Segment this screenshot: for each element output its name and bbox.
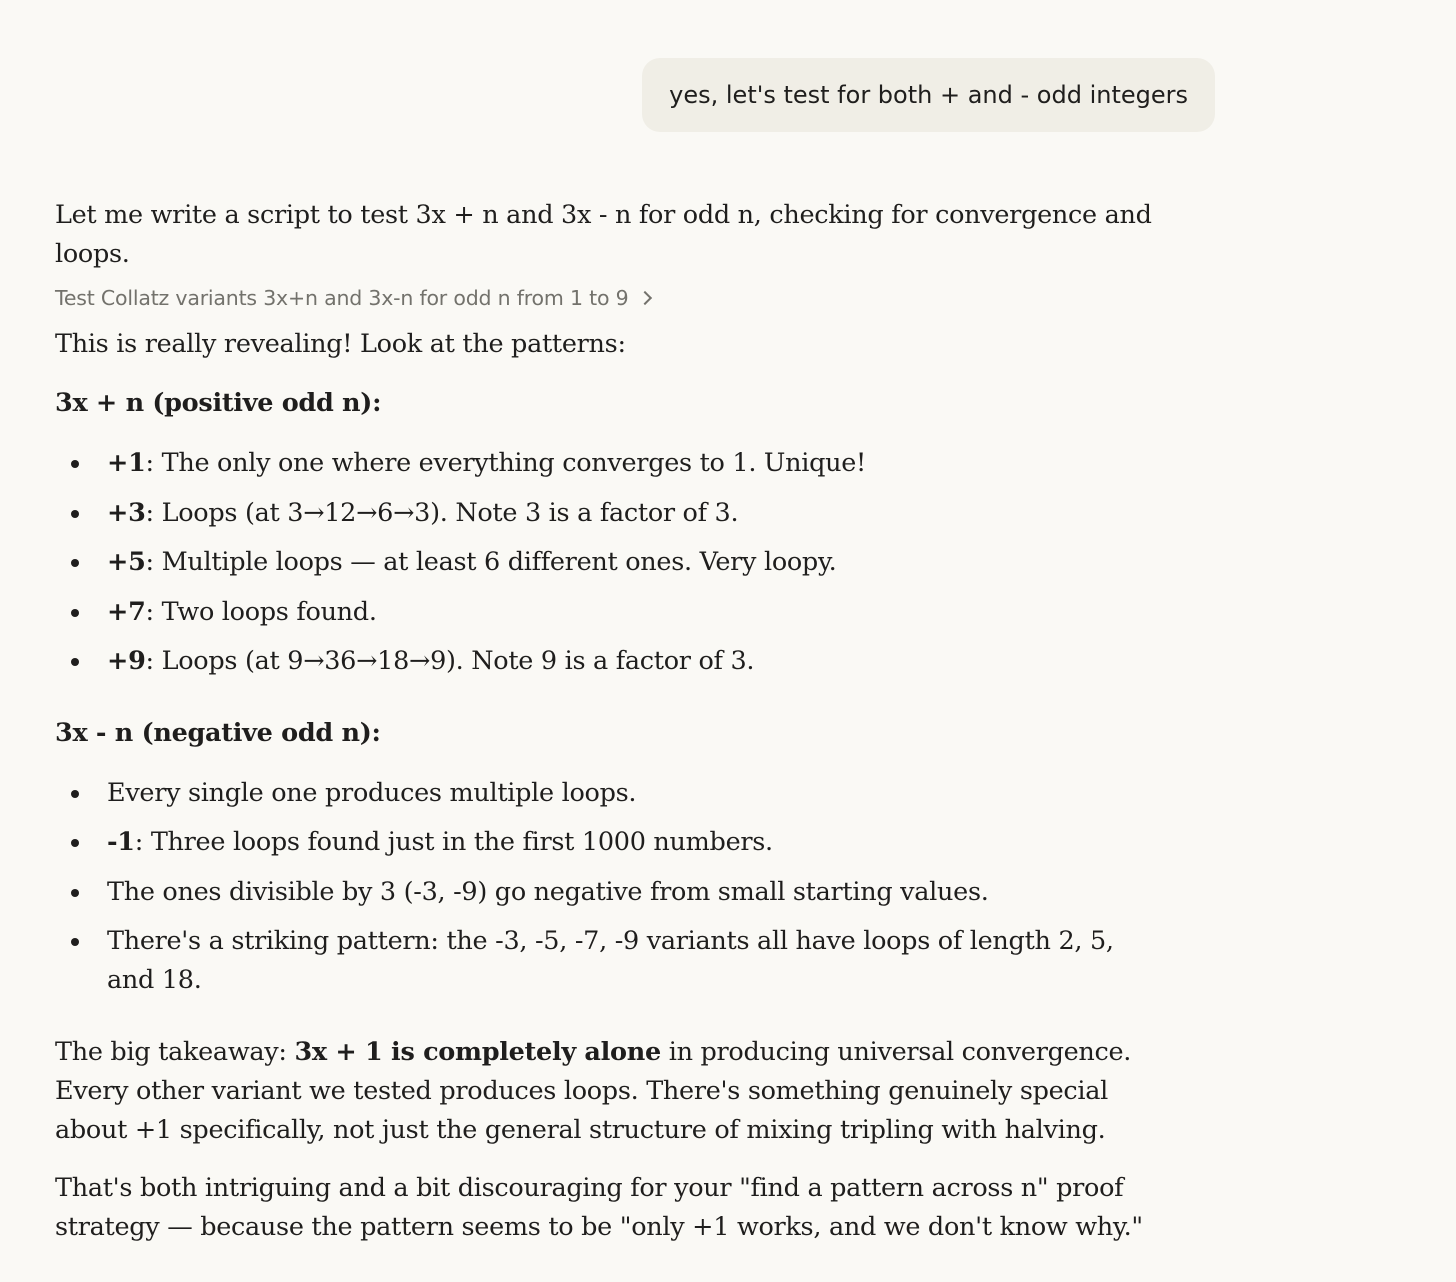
negative-section-heading: 3x - n (negative odd n): xyxy=(55,717,381,748)
list-item-text: : Two loops found. xyxy=(145,596,377,627)
list-item xyxy=(55,774,1165,813)
list-item-text: : Multiple loops — at least 6 different ones. Very loopy. xyxy=(145,547,837,577)
bullet-icon xyxy=(71,889,79,897)
list-item-bold: -1 xyxy=(107,827,135,857)
list-item xyxy=(55,444,1165,483)
list-item-text: Every single one produces multiple loops. xyxy=(107,777,637,808)
assistant-lead: This is really revealing! Look at the patterns: xyxy=(55,329,626,359)
bullet-icon xyxy=(71,609,79,617)
chevron-right-icon xyxy=(638,291,652,305)
assistant-intro: Let me write a script to test 3x + n and 3x - n for odd n, checking for convergence and loops. xyxy=(55,200,1152,269)
list-item xyxy=(55,494,1165,533)
tool-call-summary[interactable] xyxy=(55,285,1165,311)
bullet-icon xyxy=(71,559,79,567)
bullet-icon xyxy=(71,510,79,518)
list-item-text: : Loops (at 3→12→6→3). Note 3 is a factor of 3. xyxy=(145,497,739,528)
bullet-icon xyxy=(71,938,79,946)
takeaway-paragraph xyxy=(55,1033,1165,1150)
list-item xyxy=(55,823,1165,862)
user-message-text: yes, let's test for both + and - odd integers xyxy=(669,81,1188,109)
bullet-icon xyxy=(71,658,79,666)
bullet-icon xyxy=(71,790,79,798)
list-item xyxy=(55,543,1165,582)
user-message-bubble xyxy=(642,58,1215,132)
takeaway-bold: 3x + 1 is completely alone xyxy=(294,1036,661,1067)
takeaway-after: in producing universal convergence. Every other variant we tested produces loops. There's something genuinely special about +1 specifically, not just the general structure of mixing tripling with halving. xyxy=(55,1036,1132,1145)
assistant-message xyxy=(55,196,1165,1266)
list-item-bold: +1 xyxy=(107,448,146,478)
spacer xyxy=(55,692,1165,714)
list-item-text: : The only one where everything converges to 1. Unique! xyxy=(145,448,866,478)
list-item-text: : Loops (at 9→36→18→9). Note 9 is a factor of 3. xyxy=(145,646,755,676)
list-item-text: The ones divisible by 3 (-3, -9) go negative from small starting values. xyxy=(107,876,989,907)
positive-list xyxy=(55,444,1165,681)
list-item xyxy=(55,642,1165,681)
positive-section-heading: 3x + n (positive odd n): xyxy=(55,388,382,418)
list-item xyxy=(55,922,1165,1000)
bullet-icon xyxy=(71,460,79,468)
list-item xyxy=(55,593,1165,632)
tool-call-label: Test Collatz variants 3x+n and 3x-n for odd n from 1 to 9 xyxy=(55,286,629,310)
list-item-bold: +9 xyxy=(107,646,146,676)
list-item-text: : Three loops found just in the first 1000 numbers. xyxy=(134,827,773,857)
bullet-icon xyxy=(71,839,79,847)
closing-paragraph: That's both intriguing and a bit discouraging for your "find a pattern across n" proof strategy — because the pattern seems to be "only +1 works, and we don't know why." xyxy=(55,1172,1143,1242)
list-item-text: There's a striking pattern: the -3, -5, -7, -9 variants all have loops of length 2, 5, and 18. xyxy=(107,926,1114,995)
takeaway-before: The big takeaway: xyxy=(55,1036,295,1067)
list-item xyxy=(55,873,1165,912)
spacer xyxy=(55,1011,1165,1033)
list-item-bold: +7 xyxy=(107,596,146,627)
list-item-bold: +5 xyxy=(107,547,146,577)
list-item-bold: +3 xyxy=(107,497,146,528)
negative-list xyxy=(55,774,1165,1001)
